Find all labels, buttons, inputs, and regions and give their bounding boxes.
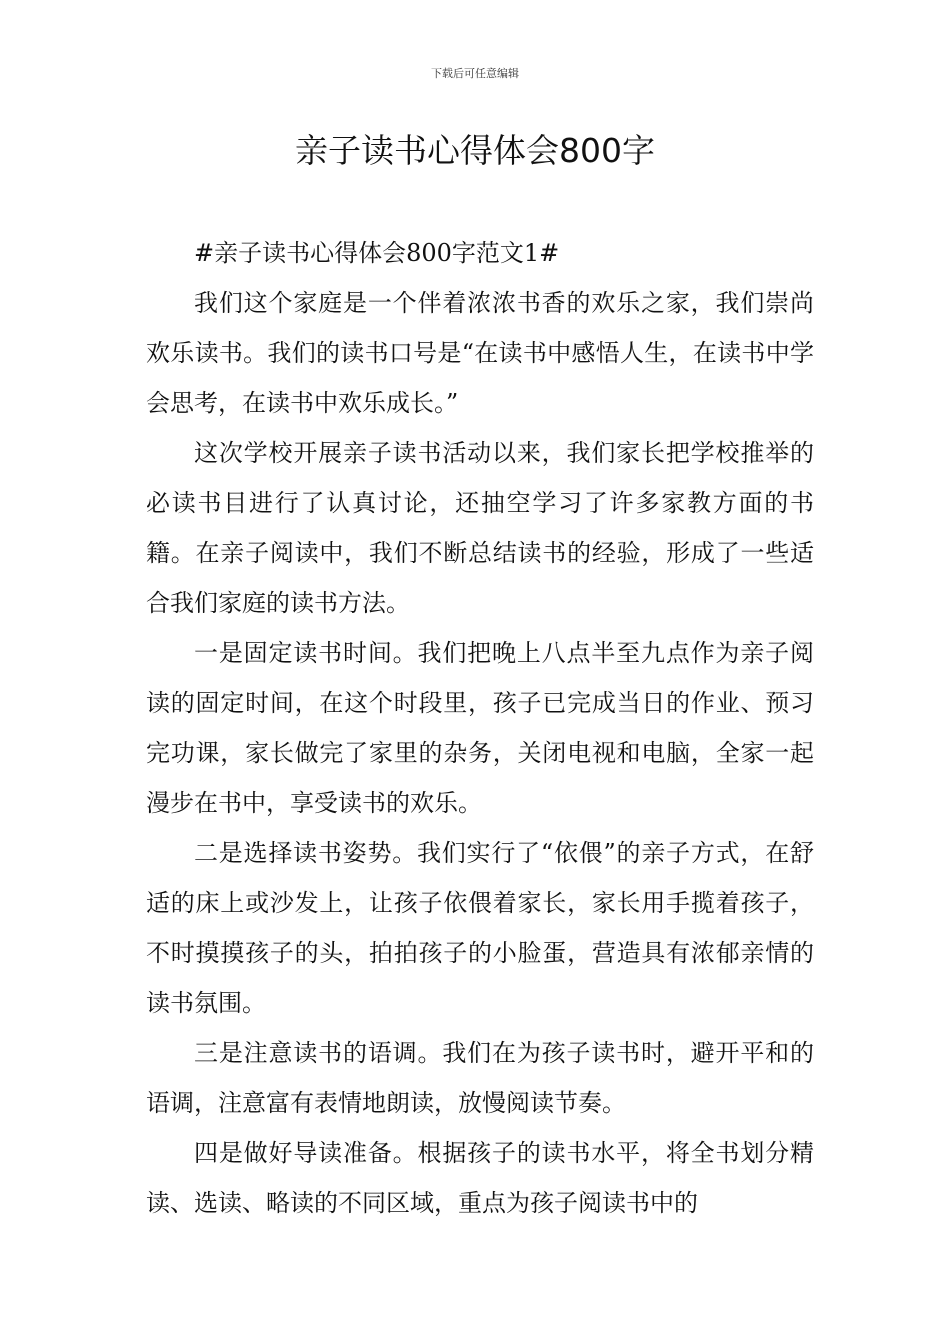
paragraph: 一是固定读书时间。我们把晚上八点半至九点作为亲子阅读的固定时间，在这个时段里，孩子已完成当日的作业、预习完功课，家长做完了家里的杂务，关闭电视和电脑，全家一起漫步在书中，享受读书的欢乐。: [146, 639, 814, 817]
paragraph: 四是做好导读准备。根据孩子的读书水平，将全书划分精读、选读、略读的不同区域，重点为孩子阅读书中的: [146, 1139, 814, 1217]
document-title: 亲子读书心得体会800字: [295, 131, 655, 170]
paragraph: 三是注意读书的语调。我们在为孩子读书时，避开平和的语调，注意富有表情地朗读，放慢阅读节奏。: [146, 1039, 814, 1117]
paragraph-heading: #亲子读书心得体会800字范文1#: [194, 239, 560, 267]
document-body: [146, 228, 814, 1228]
paragraph: 我们这个家庭是一个伴着浓浓书香的欢乐之家，我们崇尚欢乐读书。我们的读书口号是“在读书中感悟人生，在读书中学会思考，在读书中欢乐成长。”: [146, 289, 814, 417]
header-note: 下载后可任意编辑: [431, 67, 519, 80]
paragraph: 二是选择读书姿势。我们实行了“依偎”的亲子方式，在舒适的床上或沙发上，让孩子依偎着家长，家长用手揽着孩子，不时摸摸孩子的头，拍拍孩子的小脸蛋，营造具有浓郁亲情的读书氛围。: [146, 839, 814, 1017]
paragraph: 这次学校开展亲子读书活动以来，我们家长把学校推举的必读书目进行了认真讨论，还抽空学习了许多家教方面的书籍。在亲子阅读中，我们不断总结读书的经验，形成了一些适合我们家庭的读书方法。: [146, 439, 814, 617]
